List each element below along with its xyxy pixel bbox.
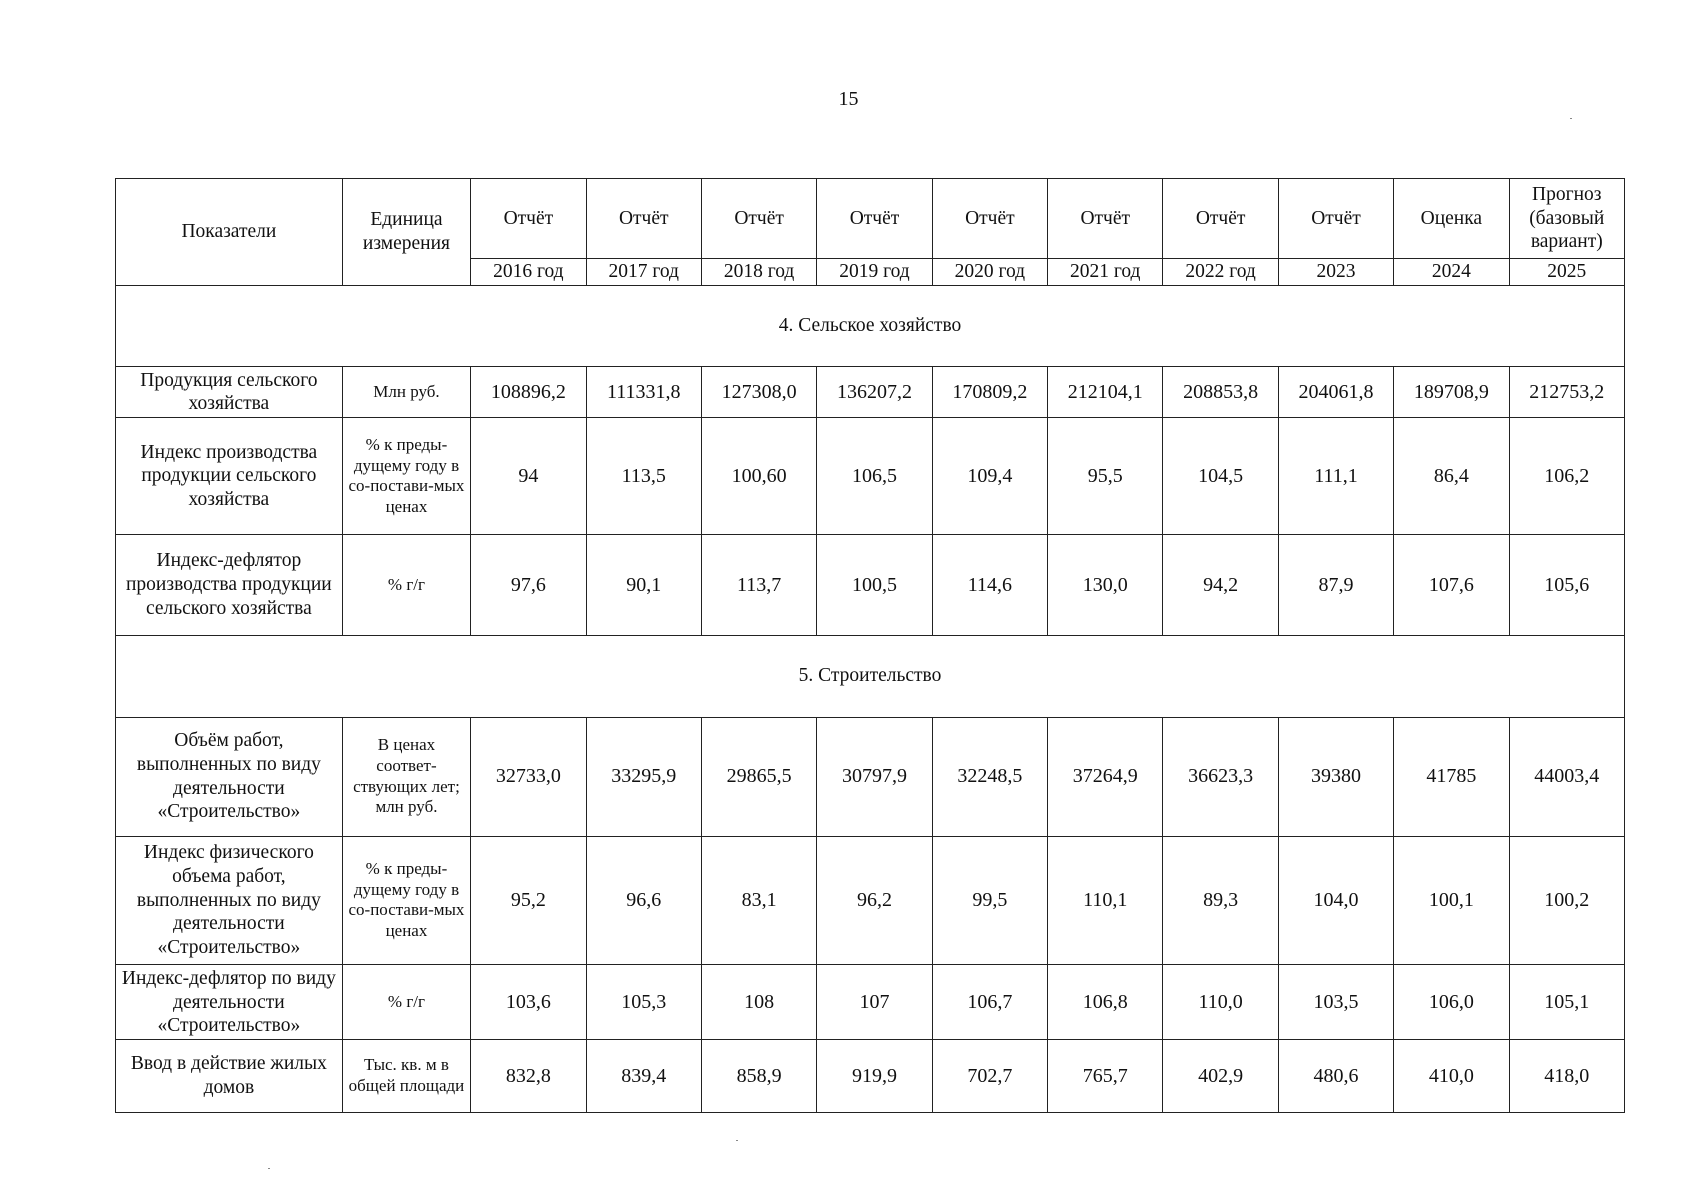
value-cell: 402,9 bbox=[1163, 1040, 1278, 1113]
value-cell: 83,1 bbox=[701, 836, 816, 965]
scan-speck bbox=[268, 1168, 270, 1169]
value-cell: 32248,5 bbox=[932, 717, 1047, 836]
column-year: 2021 год bbox=[1048, 259, 1163, 286]
value-cell: 89,3 bbox=[1163, 836, 1278, 965]
table-row bbox=[116, 367, 1625, 418]
value-cell: 919,9 bbox=[817, 1040, 932, 1113]
value-cell: 136207,2 bbox=[817, 367, 932, 418]
value-cell: 87,9 bbox=[1278, 535, 1393, 636]
value-cell: 103,6 bbox=[471, 965, 586, 1040]
column-status: Отчёт bbox=[1163, 179, 1278, 259]
value-cell: 106,5 bbox=[817, 418, 932, 535]
value-cell: 480,6 bbox=[1278, 1040, 1393, 1113]
value-cell: 100,60 bbox=[701, 418, 816, 535]
column-year: 2024 bbox=[1394, 259, 1509, 286]
value-cell: 105,3 bbox=[586, 965, 701, 1040]
value-cell: 107 bbox=[817, 965, 932, 1040]
value-cell: 106,7 bbox=[932, 965, 1047, 1040]
column-status: Отчёт bbox=[817, 179, 932, 259]
indicator-cell: Ввод в действие жилых домов bbox=[116, 1040, 343, 1113]
value-cell: 107,6 bbox=[1394, 535, 1509, 636]
column-status: Отчёт bbox=[1278, 179, 1393, 259]
value-cell: 130,0 bbox=[1048, 535, 1163, 636]
value-cell: 44003,4 bbox=[1509, 717, 1624, 836]
value-cell: 839,4 bbox=[586, 1040, 701, 1113]
table-row bbox=[116, 717, 1625, 836]
indicator-cell: Объём работ, выполненных по виду деятельности «Строительство» bbox=[116, 717, 343, 836]
value-cell: 99,5 bbox=[932, 836, 1047, 965]
value-cell: 32733,0 bbox=[471, 717, 586, 836]
value-cell: 170809,2 bbox=[932, 367, 1047, 418]
column-year: 2025 bbox=[1509, 259, 1624, 286]
column-status: Отчёт bbox=[471, 179, 586, 259]
value-cell: 108 bbox=[701, 965, 816, 1040]
value-cell: 114,6 bbox=[932, 535, 1047, 636]
section-title: 4. Сельское хозяйство bbox=[116, 285, 1625, 367]
value-cell: 33295,9 bbox=[586, 717, 701, 836]
value-cell: 212104,1 bbox=[1048, 367, 1163, 418]
value-cell: 39380 bbox=[1278, 717, 1393, 836]
column-status: Отчёт bbox=[932, 179, 1047, 259]
value-cell: 204061,8 bbox=[1278, 367, 1393, 418]
value-cell: 100,2 bbox=[1509, 836, 1624, 965]
column-status: Прогноз (базовый вариант) bbox=[1509, 179, 1624, 259]
value-cell: 858,9 bbox=[701, 1040, 816, 1113]
scan-speck bbox=[736, 1140, 738, 1141]
value-cell: 86,4 bbox=[1394, 418, 1509, 535]
value-cell: 189708,9 bbox=[1394, 367, 1509, 418]
value-cell: 108896,2 bbox=[471, 367, 586, 418]
value-cell: 105,1 bbox=[1509, 965, 1624, 1040]
value-cell: 113,5 bbox=[586, 418, 701, 535]
table-row bbox=[116, 535, 1625, 636]
header-row bbox=[116, 179, 1625, 259]
value-cell: 106,2 bbox=[1509, 418, 1624, 535]
indicator-cell: Индекс-дефлятор по виду деятельности «Строительство» bbox=[116, 965, 343, 1040]
unit-cell: % к преды-дущему году в со-постави-мых ценах bbox=[342, 418, 470, 535]
table-row bbox=[116, 418, 1625, 535]
column-year: 2018 год bbox=[701, 259, 816, 286]
value-cell: 410,0 bbox=[1394, 1040, 1509, 1113]
value-cell: 110,1 bbox=[1048, 836, 1163, 965]
value-cell: 105,6 bbox=[1509, 535, 1624, 636]
column-status: Отчёт bbox=[586, 179, 701, 259]
value-cell: 127308,0 bbox=[701, 367, 816, 418]
section-header-row bbox=[116, 635, 1625, 717]
section-header-row bbox=[116, 285, 1625, 367]
indicator-cell: Индекс физического объема работ, выполненных по виду деятельности «Строительство» bbox=[116, 836, 343, 965]
value-cell: 110,0 bbox=[1163, 965, 1278, 1040]
value-cell: 41785 bbox=[1394, 717, 1509, 836]
section-title: 5. Строительство bbox=[116, 635, 1625, 717]
statistics-table bbox=[115, 178, 1625, 1113]
value-cell: 111331,8 bbox=[586, 367, 701, 418]
page-number: 15 bbox=[838, 88, 859, 110]
column-year: 2020 год bbox=[932, 259, 1047, 286]
unit-cell: % г/г bbox=[342, 535, 470, 636]
indicator-cell: Индекс производства продукции сельского хозяйства bbox=[116, 418, 343, 535]
column-year: 2019 год bbox=[817, 259, 932, 286]
unit-header: Единица измерения bbox=[342, 179, 470, 286]
column-year: 2023 bbox=[1278, 259, 1393, 286]
value-cell: 111,1 bbox=[1278, 418, 1393, 535]
value-cell: 36623,3 bbox=[1163, 717, 1278, 836]
unit-cell: В ценах соответ-ствующих лет; млн руб. bbox=[342, 717, 470, 836]
value-cell: 37264,9 bbox=[1048, 717, 1163, 836]
unit-cell: % к преды-дущему году в со-постави-мых ценах bbox=[342, 836, 470, 965]
value-cell: 30797,9 bbox=[817, 717, 932, 836]
value-cell: 104,0 bbox=[1278, 836, 1393, 965]
unit-cell: % г/г bbox=[342, 965, 470, 1040]
value-cell: 94,2 bbox=[1163, 535, 1278, 636]
unit-cell: Тыс. кв. м в общей площади bbox=[342, 1040, 470, 1113]
table-row bbox=[116, 1040, 1625, 1113]
value-cell: 765,7 bbox=[1048, 1040, 1163, 1113]
value-cell: 103,5 bbox=[1278, 965, 1393, 1040]
value-cell: 113,7 bbox=[701, 535, 816, 636]
indicator-cell: Продукция сельского хозяйства bbox=[116, 367, 343, 418]
indicator-header: Показатели bbox=[116, 179, 343, 286]
value-cell: 106,0 bbox=[1394, 965, 1509, 1040]
value-cell: 832,8 bbox=[471, 1040, 586, 1113]
value-cell: 104,5 bbox=[1163, 418, 1278, 535]
value-cell: 100,5 bbox=[817, 535, 932, 636]
table-row bbox=[116, 965, 1625, 1040]
value-cell: 100,1 bbox=[1394, 836, 1509, 965]
value-cell: 94 bbox=[471, 418, 586, 535]
value-cell: 29865,5 bbox=[701, 717, 816, 836]
column-year: 2022 год bbox=[1163, 259, 1278, 286]
unit-cell: Млн руб. bbox=[342, 367, 470, 418]
value-cell: 106,8 bbox=[1048, 965, 1163, 1040]
value-cell: 95,5 bbox=[1048, 418, 1163, 535]
column-status: Отчёт bbox=[1048, 179, 1163, 259]
value-cell: 109,4 bbox=[932, 418, 1047, 535]
value-cell: 97,6 bbox=[471, 535, 586, 636]
value-cell: 96,6 bbox=[586, 836, 701, 965]
column-year: 2016 год bbox=[471, 259, 586, 286]
value-cell: 418,0 bbox=[1509, 1040, 1624, 1113]
value-cell: 702,7 bbox=[932, 1040, 1047, 1113]
column-status: Отчёт bbox=[701, 179, 816, 259]
value-cell: 95,2 bbox=[471, 836, 586, 965]
column-status: Оценка bbox=[1394, 179, 1509, 259]
value-cell: 212753,2 bbox=[1509, 367, 1624, 418]
indicator-cell: Индекс-дефлятор производства продукции сельского хозяйства bbox=[116, 535, 343, 636]
value-cell: 96,2 bbox=[817, 836, 932, 965]
value-cell: 90,1 bbox=[586, 535, 701, 636]
column-year: 2017 год bbox=[586, 259, 701, 286]
scan-speck bbox=[1570, 118, 1572, 119]
table-row bbox=[116, 836, 1625, 965]
value-cell: 208853,8 bbox=[1163, 367, 1278, 418]
